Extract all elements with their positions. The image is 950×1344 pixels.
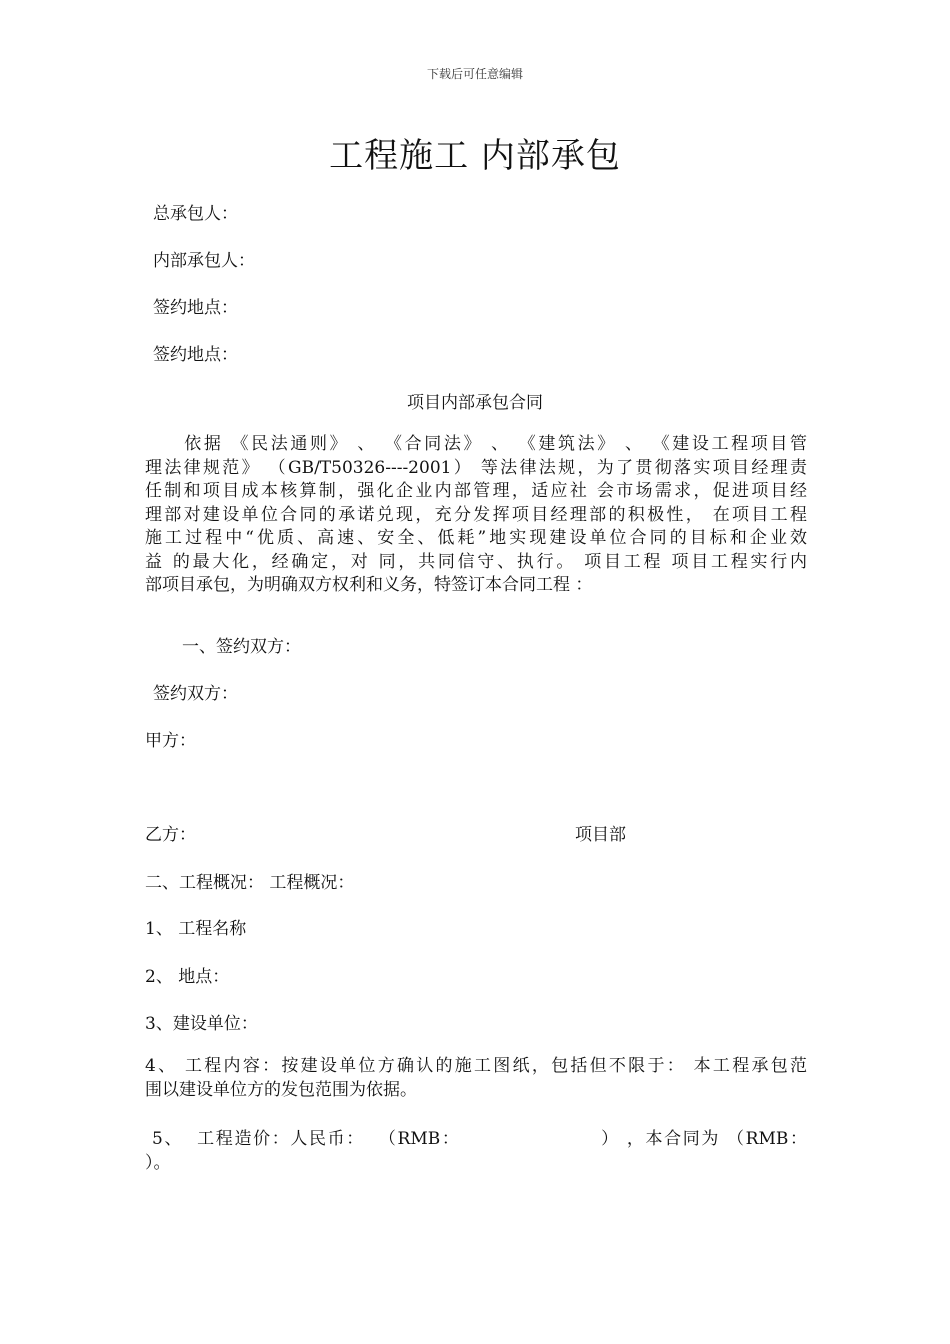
header-note: 下载后可任意编辑 — [426, 67, 523, 81]
item-content-line: 4、 工程内容：按建设单位方确认的施工图纸，包括但不限于： 本工程承包范 — [145, 1056, 807, 1076]
section-1-heading: 一、签约双方： — [182, 637, 301, 657]
intro-paragraph — [145, 433, 807, 598]
item-project-cost — [145, 1128, 807, 1175]
item-project-name: 1、 工程名称 — [145, 919, 247, 939]
intro-line: 施工过程中“优质、高速、安全、低耗”地实现建设单位合同的目标和企业效 — [145, 528, 807, 548]
contract-title: 项目内部承包合同 — [407, 393, 543, 413]
intro-line: 依据 《民法通则》 、 《合同法》 、 《建筑法》 、 《建设工程项目管 — [145, 434, 807, 454]
signing-place-field: 签约地点： — [153, 298, 238, 318]
document-title: 工程施工 内部承包 — [329, 136, 621, 176]
item-cost-line: ）。 — [145, 1152, 171, 1173]
item-content-line: 围以建设单位方的发包范围为依据。 — [145, 1079, 417, 1100]
intro-line: 理部对建设单位合同的承诺兑现，充分发挥项目经理部的积极性， 在项目工程 — [145, 504, 807, 525]
parties-label: 签约双方： — [153, 684, 238, 704]
general-contractor-field: 总承包人： — [153, 204, 238, 224]
party-b-field: 乙方： — [145, 825, 196, 845]
item-cost-line: 5、 工程造价：人民币： （RMB： ） ，本合同为 （RMB： — [145, 1129, 807, 1149]
project-dept-label: 项目部 — [575, 825, 626, 845]
intro-line: 理法律规范》 （GB/T50326----2001） 等法律法规，为了贯彻落实项目经理责 — [145, 457, 807, 478]
intro-line: 任制和项目成本核算制，强化企业内部管理，适应社 会市场需求，促进项目经 — [145, 481, 807, 501]
internal-contractor-field: 内部承包人： — [153, 251, 255, 271]
item-project-content — [145, 1055, 807, 1102]
intro-line: 益 的最大化，经确定，对 同，共同信守、执行。 项目工程 项目工程实行内 — [145, 551, 807, 572]
item-location: 2、 地点： — [145, 967, 230, 987]
signing-place-field-2: 签约地点： — [153, 345, 238, 365]
section-2-heading: 二、工程概况： 工程概况： — [145, 873, 355, 893]
intro-line: 部项目承包，为明确双方权利和义务，特签订本合同工程 ： — [145, 575, 593, 595]
party-a-field: 甲方： — [145, 731, 196, 751]
item-construction-unit: 3、建设单位： — [145, 1014, 258, 1034]
